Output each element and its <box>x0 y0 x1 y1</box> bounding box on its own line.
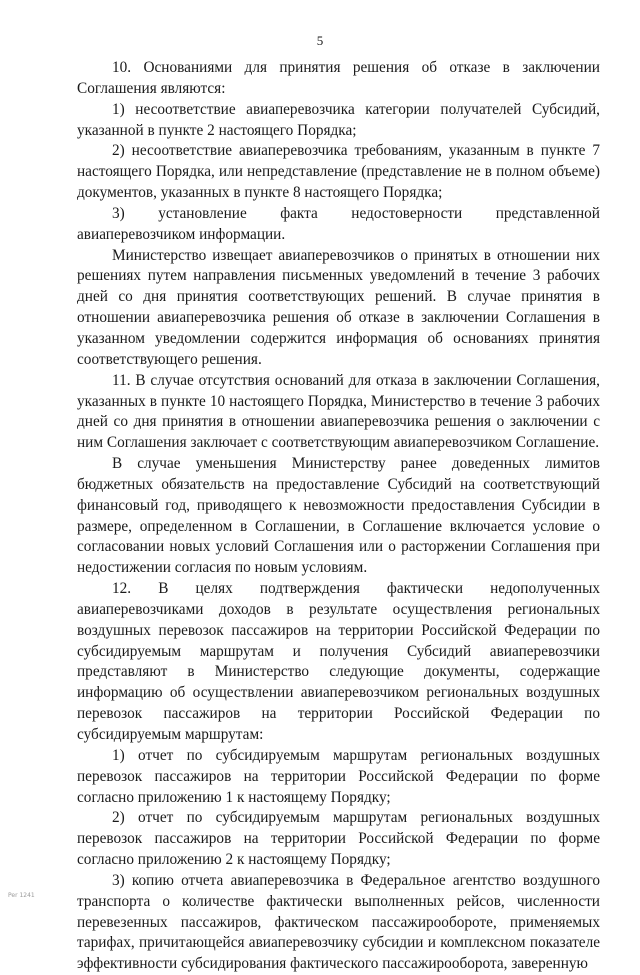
paragraph: 2) отчет по субсидируемым маршрутам региональных воздушных перевозок пассажиров на территории Российской Федерации по форме согласно приложению 2 к настоящему Порядку; <box>77 809 600 869</box>
page-number: 5 <box>316 33 324 48</box>
paragraph: 10. Основаниями для принятия решения об отказе в заключении Соглашения являются: <box>77 59 600 97</box>
paragraph: 12. В целях подтверждения фактически недополученных авиаперевозчиками доходов в результате осуществления региональных воздушных перевозок пассажиров на территории Российской Федерации по субсидируемым маршрутам и получения Субсидий авиаперевозчики представляют в Министерство следующие документы, содержащие информацию об осуществлении авиаперевозчиком региональных воздушных перевозок пассажиров на территории Российской Федерации по субсидируемым маршрутам: <box>77 580 600 743</box>
paragraph: 3) установление факта недостоверности представленной авиаперевозчиком информации. <box>77 204 600 243</box>
paragraph: 2) несоответствие авиаперевозчика требованиям, указанным в пункте 7 настоящего Порядка, или непредставление (представление не в полном объеме) документов, указанных в пункте 8 настоящего Порядка; <box>77 142 600 202</box>
paragraph: В случае уменьшения Министерству ранее доведенных лимитов бюджетных обязательств на предоставление Субсидий на соответствующий финансовый год, приводящего к невозможности предоставления Субсидии в размере, определенном в Соглашении, в Соглашение включается условие о согласовании новых условий Соглашения или о расторжении Соглашения при недостижении согласия по новым условиям. <box>77 455 600 577</box>
paragraph: 1) несоответствие авиаперевозчика категории получателей Субсидий, указанной в пункте 2 настоящего Порядка; <box>77 100 600 139</box>
paragraph: 1) отчет по субсидируемым маршрутам региональных воздушных перевозок пассажиров на территории Российской Федерации по форме согласно приложению 1 к настоящему Порядку; <box>77 746 600 806</box>
document-body <box>77 58 600 975</box>
paragraph: Министерство извещает авиаперевозчиков о принятых в отношении них решениях путем направления письменных уведомлений в течение 3 рабочих дней со дня принятия соответствующих решений. В случае принятия в отношении авиаперевозчика решения об отказе в заключении Соглашения в указанном уведомлении содержится информация об основаниях принятия соответствующего решения. <box>77 246 600 368</box>
paragraph: 11. В случае отсутствия оснований для отказа в заключении Соглашения, указанных в пункте 10 настоящего Порядка, Министерство в течение 3 рабочих дней со дня принятия в отношении авиаперевозчика решения о заключении с ним Соглашения заключает с соответствующим авиаперевозчиком Соглашение. <box>77 371 600 452</box>
footer-stamp: Per 1241 <box>8 892 35 899</box>
paragraph: 3) копию отчета авиаперевозчика в Федеральное агентство воздушного транспорта о количестве фактически выполненных рейсов, численности перевезенных пассажиров, фактическом пассажирообороте, применяемых тарифах, причитающейся авиаперевозчику субсидии и комплексном показателе эффективности субсидирования фактического пассажирооборота, заверенную <box>77 871 600 973</box>
